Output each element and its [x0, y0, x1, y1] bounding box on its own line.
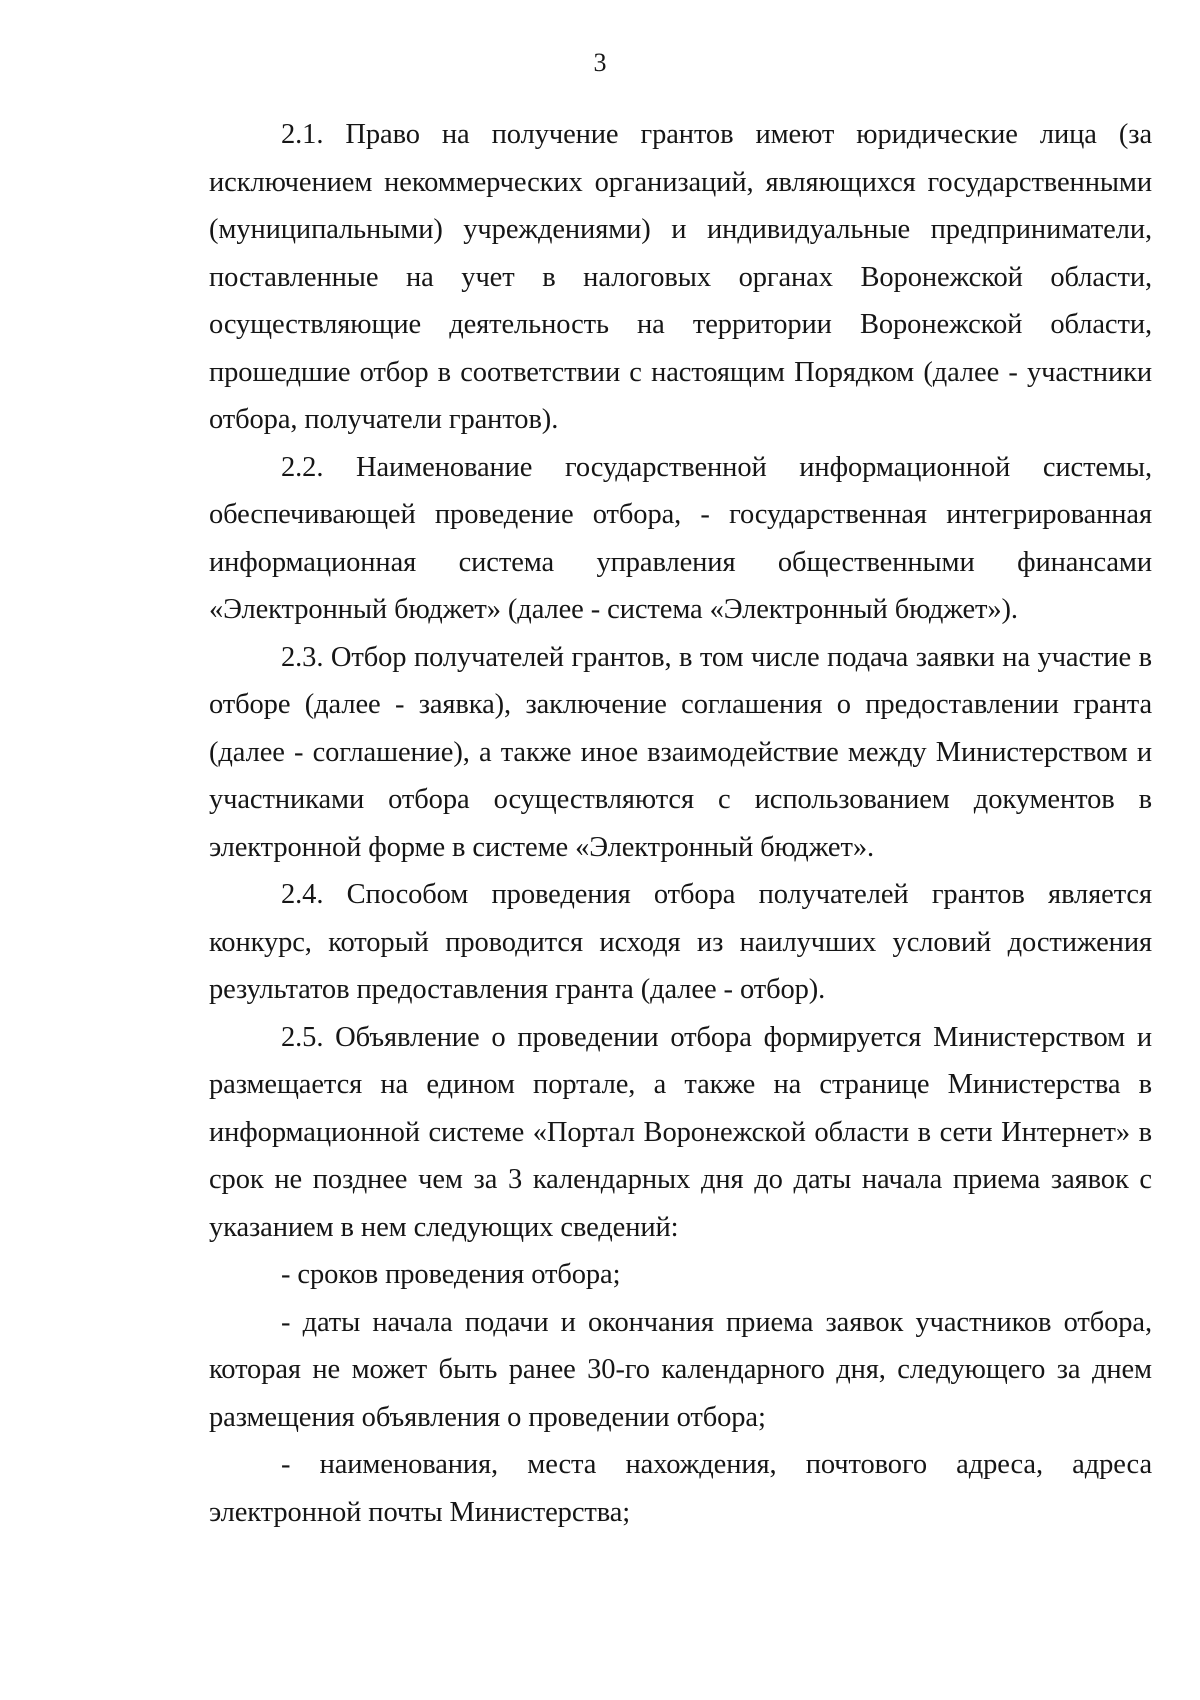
paragraph-2-5: 2.5. Объявление о проведении отбора формируется Министерством и размещается на едином портале, а также на странице Министерства в информационной системе «Портал Воронежской области в сети Интернет» в срок не позднее чем за 3 календарных дня до даты начала приема заявок с указанием в нем следующих сведений:	[209, 1021, 1152, 1243]
paragraph-2-1: 2.1. Право на получение грантов имеют юридические лица (за исключением некоммерческих организаций, являющихся государственными (муниципальными) учреждениями) и индивидуальные предприниматели, поставленные на учет в налоговых органах Воронежской области, осуществляющие деятельность на территории Воронежской области, прошедшие отбор в соответствии с настоящим Порядком (далее - участники отбора, получатели грантов).	[209, 119, 1152, 435]
list-item-application-dates: - даты начала подачи и окончания приема заявок участников отбора, которая не может быть ранее 30-го календарного дня, следующего за днем размещения объявления о проведении отбора;	[209, 1306, 1152, 1433]
list-item-deadlines: - сроков проведения отбора;	[281, 1259, 621, 1290]
list-item-ministry-contacts: - наименования, места нахождения, почтового адреса, адреса электронной почты Министерства;	[209, 1449, 1152, 1528]
page-number: 3	[593, 48, 607, 77]
paragraph-2-3: 2.3. Отбор получателей грантов, в том числе подача заявки на участие в отборе (далее - заявка), заключение соглашения о предоставлении гранта (далее - соглашение), а также иное взаимодействие между Министерством и участниками отбора осуществляются с использованием документов в электронной форме в системе «Электронный бюджет».	[209, 641, 1152, 863]
paragraph-2-4: 2.4. Способом проведения отбора получателей грантов является конкурс, который проводится исходя из наилучших условий достижения результатов предоставления гранта (далее - отбор).	[209, 879, 1152, 1005]
document-body	[209, 111, 1152, 1536]
paragraph-2-2: 2.2. Наименование государственной информационной системы, обеспечивающей проведение отбора, - государственная интегрированная информационная система управления общественными финансами «Электронный бюджет» (далее - система «Электронный бюджет»).	[209, 451, 1152, 625]
